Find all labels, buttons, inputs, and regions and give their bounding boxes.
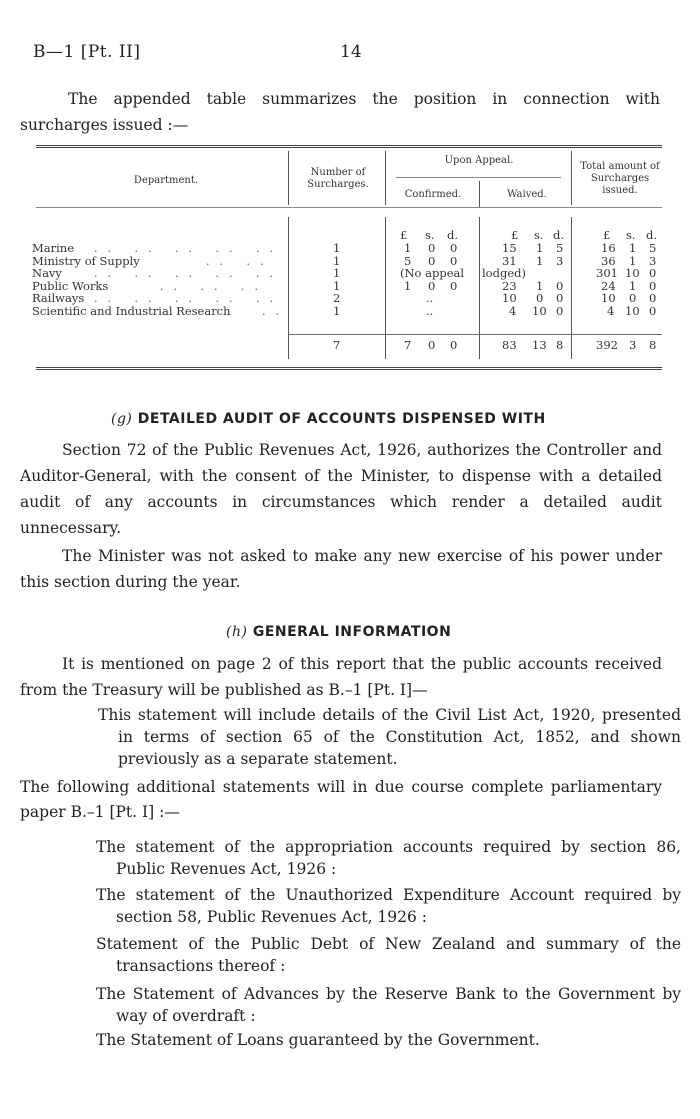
total-pounds: 24 — [601, 278, 616, 293]
total-waived-pence: 8 — [556, 338, 564, 352]
waived-pounds: 10 — [502, 291, 517, 305]
col-divider — [571, 217, 572, 359]
total-unit-pound: £ — [603, 228, 611, 242]
row-department: Marine — [32, 241, 75, 255]
total-number: 7 — [333, 338, 341, 352]
confirmed-shillings: 0 — [428, 241, 436, 255]
waived-pence: 3 — [556, 253, 564, 268]
table-bottom-rule-double — [36, 369, 662, 370]
subtotal-rule — [288, 334, 662, 335]
section-h-title: GENERAL INFORMATION — [252, 624, 452, 640]
section-h-label: (h) — [226, 624, 248, 640]
table-bottom-rule — [36, 367, 662, 368]
total-pounds: 10 — [601, 291, 616, 305]
col-header-number: Number of Surcharges. — [307, 167, 369, 190]
leader-dots: .. .. .. — [160, 279, 268, 293]
section-g-paragraph-2: The Minister was not asked to make any new exercise of his power under this section during the year. — [20, 547, 662, 591]
confirmed-pence: 0 — [450, 241, 458, 255]
row-department: Public Works — [32, 278, 109, 293]
waived-unit-pound: £ — [511, 228, 519, 242]
waived-pounds: 31 — [502, 253, 517, 268]
total-pence: 0 — [649, 303, 657, 318]
waived-shillings: 1 — [536, 278, 544, 293]
total-total-pounds: 392 — [596, 338, 618, 352]
leader-dots: .. .. — [206, 254, 274, 268]
total-pence: 5 — [649, 241, 657, 255]
waived-shillings: 1 — [536, 253, 544, 268]
surcharges-table — [32, 145, 662, 375]
list-item: The statement of the Unauthorized Expenditure Account required by section 58, Public Revenues Act, 1926 : — [96, 886, 681, 926]
total-total-pence: 8 — [649, 338, 657, 352]
table-top-rule-double — [36, 147, 662, 148]
section-g-paragraph-1: Section 72 of the Public Revenues Act, 1926, authorizes the Controller and Auditor-General, with the consent of the Minister, to dispense with a detailed audit of any accounts in circumstances which render a detailed audit unnecessary. — [20, 441, 662, 537]
waived-unit-pence: d. — [553, 228, 565, 242]
section-h-quote: This statement will include details of the Civil List Act, 1920, presented in terms of section 65 of the Constitution Act, 1852, and shown previously as a separate statement. — [98, 706, 681, 768]
total-confirmed-shillings: 0 — [428, 338, 436, 352]
total-waived-pounds: 83 — [502, 338, 517, 352]
header-bottom-rule — [36, 207, 662, 208]
row-number: 1 — [333, 278, 341, 293]
total-unit-pence: d. — [646, 228, 658, 242]
total-shillings: 10 — [625, 303, 640, 318]
total-confirmed-pence: 0 — [450, 338, 458, 352]
col-header-department: Department. — [133, 175, 199, 186]
confirmed-note: (No appeal — [400, 266, 465, 280]
total-shillings: 10 — [625, 266, 640, 280]
col-divider — [385, 151, 386, 205]
total-pounds: 4 — [607, 303, 615, 318]
col-divider — [288, 151, 289, 205]
total-shillings: 1 — [629, 278, 637, 293]
confirmed-blank: .. — [426, 291, 434, 305]
row-department: Scientific and Industrial Research — [32, 303, 231, 318]
leader-dots: .. .. .. .. .. — [94, 267, 283, 280]
waived-note: lodged) — [482, 266, 526, 280]
col-header-confirmed: Confirmed. — [404, 189, 462, 200]
leader-dots: .. .. .. .. .. — [94, 242, 283, 255]
waived-pence: 5 — [556, 241, 564, 255]
waived-pounds: 4 — [509, 303, 517, 318]
intro-paragraph: The appended table summarizes the position in connection with surcharges issued :— — [20, 90, 660, 134]
waived-pence: 0 — [556, 278, 564, 293]
confirmed-pounds: 1 — [404, 278, 412, 293]
col-header-total: Total amount of Surcharges issued. — [580, 161, 660, 196]
confirmed-pounds: 5 — [404, 253, 412, 268]
col-divider — [479, 181, 480, 207]
total-pounds: 301 — [596, 266, 618, 280]
waived-pounds: 23 — [502, 278, 517, 293]
row-department: Navy — [32, 266, 62, 280]
section-g-heading — [111, 411, 546, 427]
waived-unit-shilling: s. — [534, 228, 544, 242]
waived-pounds: 15 — [502, 241, 517, 255]
confirmed-blank: .. — [426, 303, 434, 318]
leader-dots: .. — [262, 304, 289, 318]
total-pence: 3 — [649, 253, 657, 268]
col-header-upon-appeal: Upon Appeal. — [444, 155, 514, 166]
total-shillings: 1 — [629, 241, 637, 255]
section-h-paragraph-1: It is mentioned on page 2 of this report that the public accounts received from the Treasury will be published as B.–1 [Pt. I]— — [20, 655, 662, 699]
upon-appeal-rule — [396, 177, 561, 178]
row-number: 1 — [333, 266, 341, 280]
section-h-paragraph-2: The following additional statements will in due course complete parliamentary paper B.–1 [Pt. I] :— — [20, 778, 662, 821]
col-header-waived: Waived. — [507, 189, 547, 200]
confirmed-unit-shilling: s. — [425, 228, 435, 242]
total-shillings: 1 — [629, 253, 637, 268]
confirmed-pence: 0 — [450, 253, 458, 268]
total-pounds: 36 — [601, 253, 616, 268]
section-g-title: DETAILED AUDIT OF ACCOUNTS DISPENSED WITH — [137, 411, 546, 427]
confirmed-pence: 0 — [450, 278, 458, 293]
col-divider — [288, 217, 289, 359]
list-item: Statement of the Public Debt of New Zealand and summary of the transactions thereof : — [96, 935, 681, 975]
total-shillings: 0 — [629, 291, 637, 305]
waived-shillings: 0 — [536, 291, 544, 305]
row-department: Railways — [32, 291, 85, 305]
section-h-heading — [226, 624, 451, 640]
total-confirmed-pounds: 7 — [404, 338, 412, 352]
waived-shillings: 1 — [536, 241, 544, 255]
document-reference: B—1 [Pt. II] — [33, 42, 141, 62]
confirmed-unit-pound: £ — [400, 228, 408, 242]
row-number: 1 — [333, 241, 341, 255]
total-total-shillings: 3 — [629, 338, 637, 352]
total-pence: 0 — [649, 291, 657, 305]
page-number: 14 — [340, 42, 362, 62]
confirmed-shillings: 0 — [428, 253, 436, 268]
waived-pence: 0 — [556, 303, 564, 318]
row-number: 1 — [333, 303, 341, 318]
total-pence: 0 — [649, 278, 657, 293]
section-g-label: (g) — [111, 411, 133, 427]
list-item: The Statement of Loans guaranteed by the Government. — [96, 1031, 540, 1049]
total-waived-shillings: 13 — [532, 338, 547, 352]
col-divider — [385, 217, 386, 359]
waived-pence: 0 — [556, 291, 564, 305]
confirmed-pounds: 1 — [404, 241, 412, 255]
list-item: The Statement of Advances by the Reserve Bank to the Government by way of overdraft : — [96, 985, 681, 1025]
table-top-rule — [36, 145, 662, 146]
row-number: 1 — [333, 253, 341, 268]
confirmed-unit-pence: d. — [447, 228, 459, 242]
row-department: Ministry of Supply — [32, 253, 140, 268]
confirmed-shillings: 0 — [428, 278, 436, 293]
leader-dots: .. .. .. .. .. — [94, 292, 283, 305]
total-pounds: 16 — [601, 241, 616, 255]
waived-shillings: 10 — [532, 303, 547, 318]
total-unit-shilling: s. — [626, 228, 636, 242]
row-number: 2 — [333, 291, 341, 305]
list-item: The statement of the appropriation accounts required by section 86, Public Revenues Act, 1926 : — [96, 838, 681, 878]
col-divider — [479, 217, 480, 359]
total-pence: 0 — [649, 266, 657, 280]
